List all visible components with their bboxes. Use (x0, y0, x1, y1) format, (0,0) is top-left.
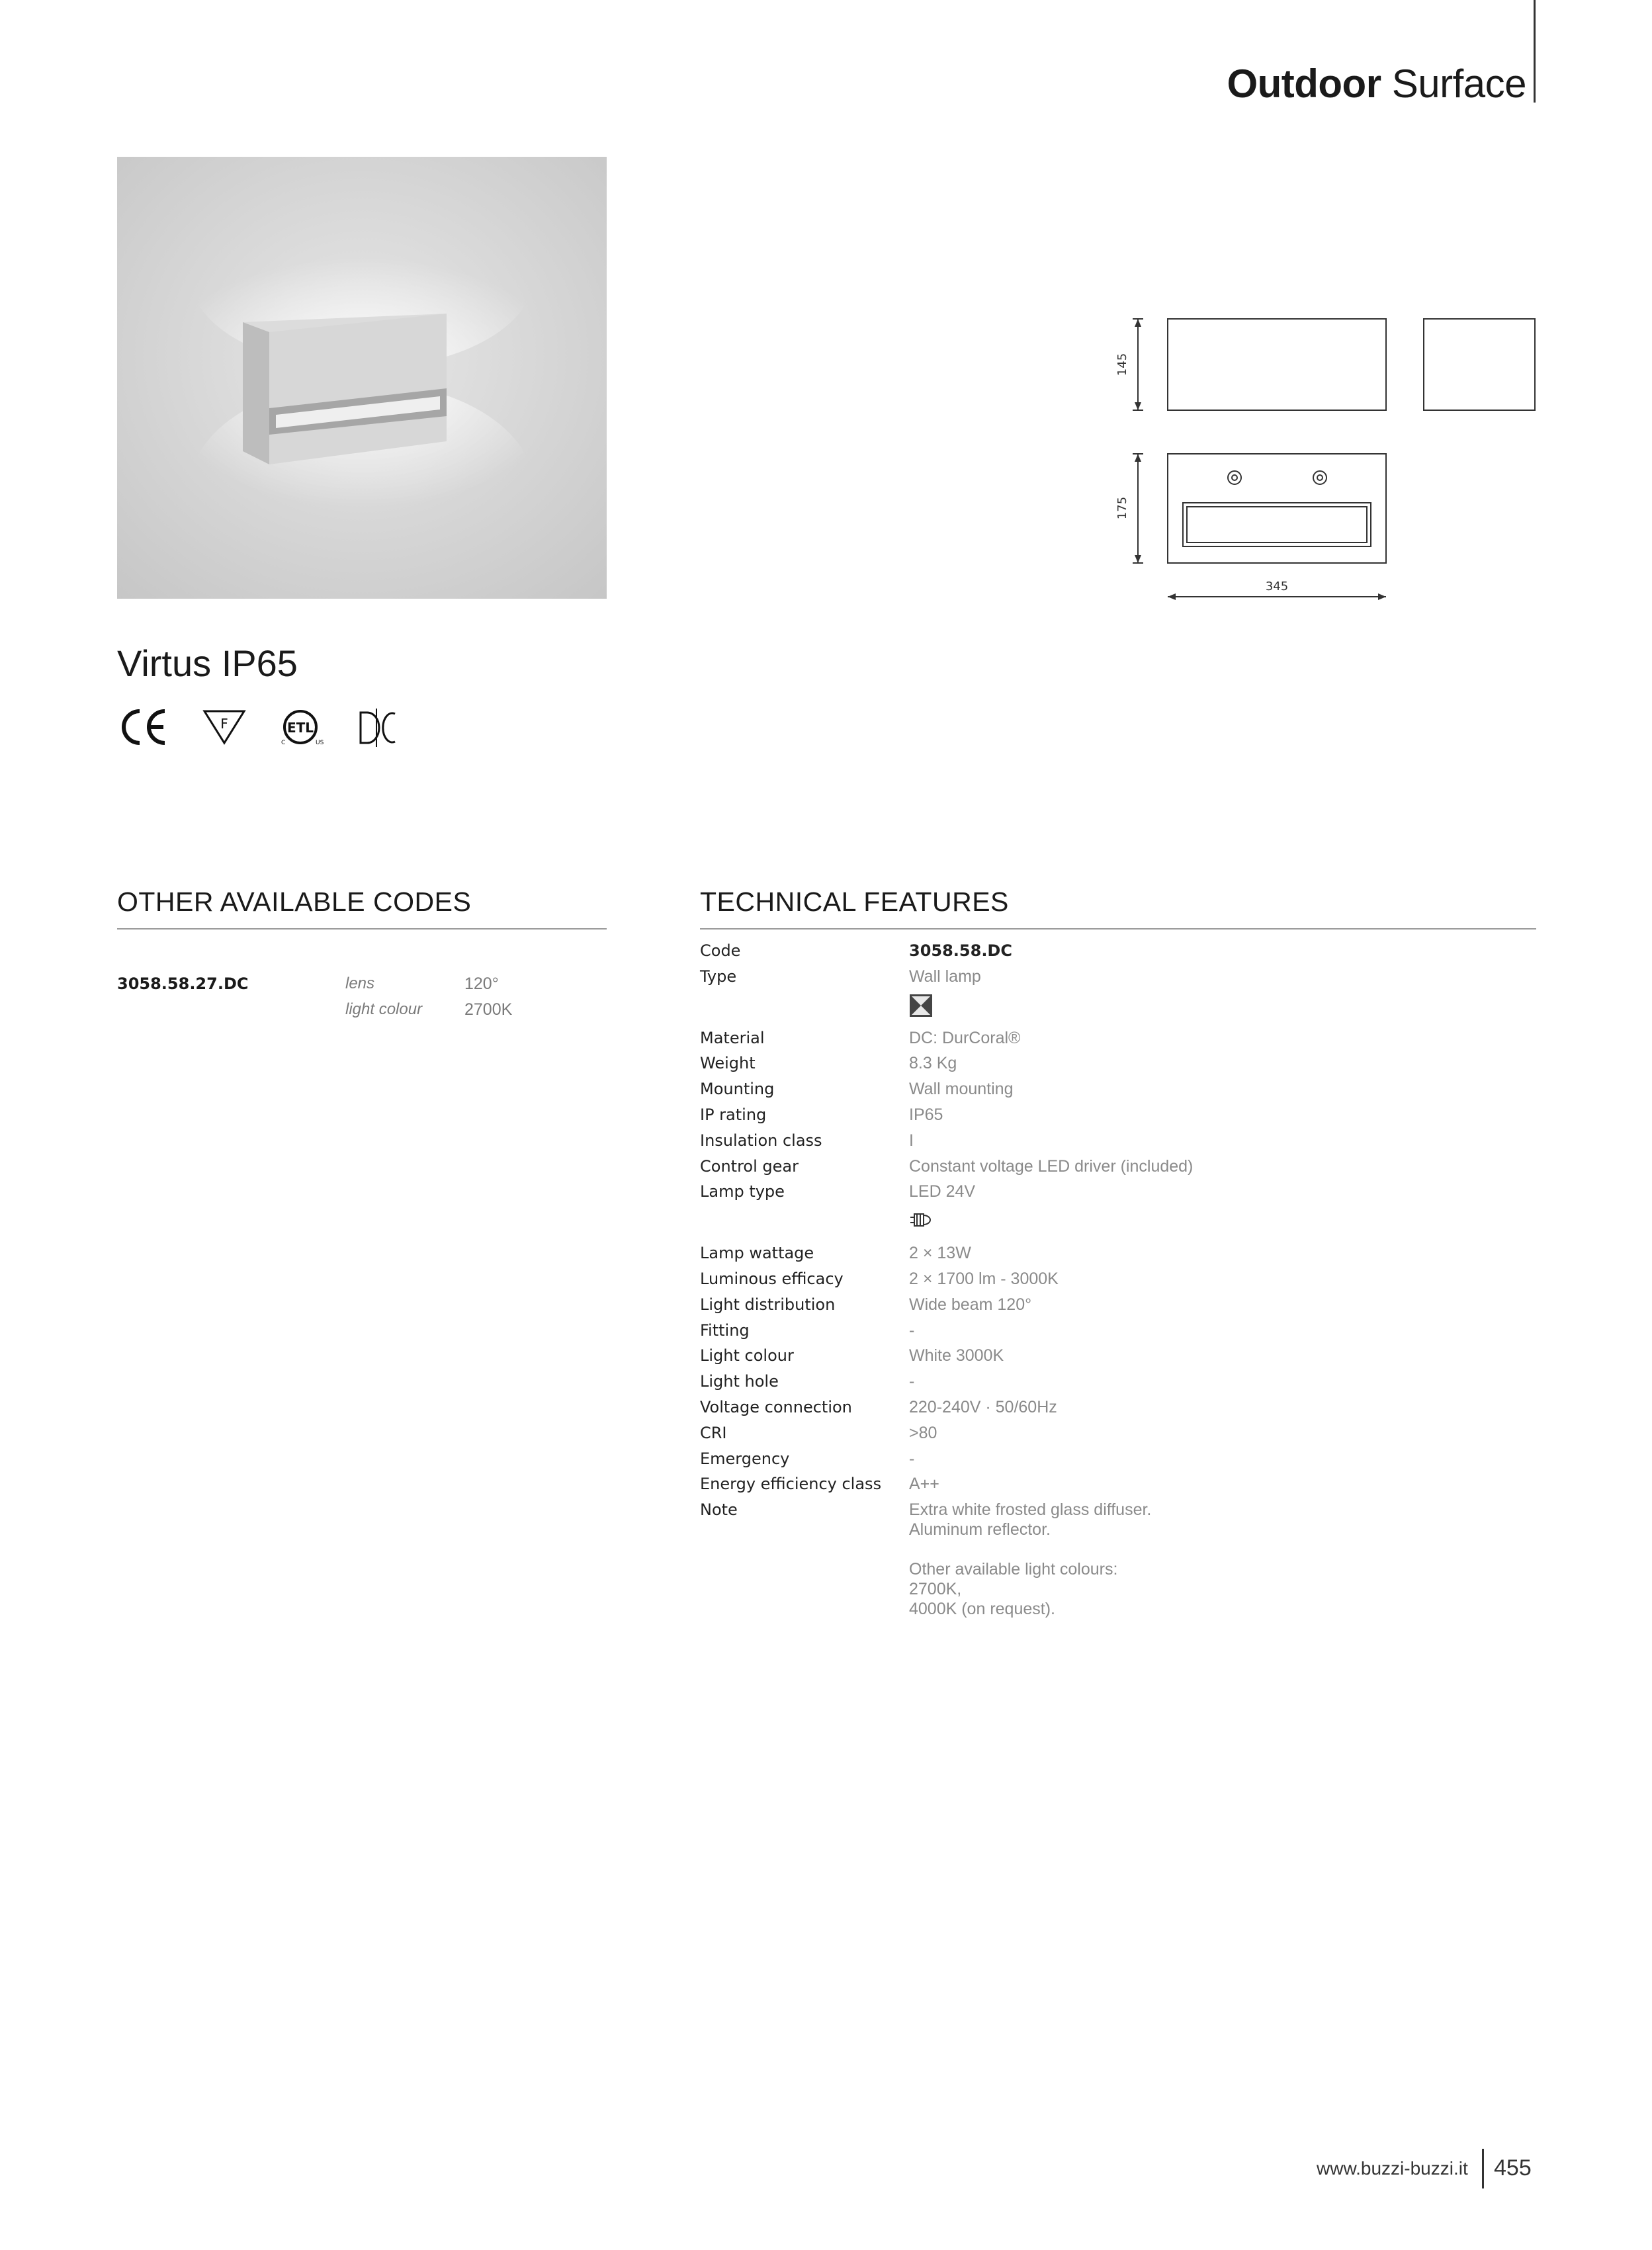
tech-value: - (909, 1449, 915, 1468)
tech-label: Insulation class (700, 1131, 822, 1150)
dim-175-label: 175 (1115, 496, 1129, 520)
other-codes-title: OTHER AVAILABLE CODES (117, 887, 472, 917)
tech-label: Light colour (700, 1346, 794, 1365)
technical-features-title: TECHNICAL FEATURES (700, 887, 1009, 917)
dc-mark-icon (361, 709, 395, 747)
tech-row-note (700, 1497, 1536, 1619)
footer-divider (1482, 2149, 1484, 2188)
svg-text:US: US (316, 740, 324, 746)
technical-features-table (700, 938, 1536, 1619)
tech-label: Energy efficiency class (700, 1475, 882, 1494)
tech-value: Wall lamp (909, 967, 981, 986)
svg-text:F: F (220, 716, 228, 732)
tech-row-mounting (700, 1076, 1536, 1102)
tech-row-lamp-wattage (700, 1240, 1536, 1266)
technical-features-divider (700, 928, 1536, 930)
tech-label: Note (700, 1500, 738, 1520)
tech-row-light-hole (700, 1369, 1536, 1395)
tech-label: Material (700, 1028, 765, 1047)
note-line: 4000K (on request). (909, 1600, 1055, 1619)
tech-label: Type (700, 967, 737, 986)
tech-row-lamp-type (700, 1179, 1536, 1205)
tech-label: Fitting (700, 1320, 750, 1340)
tech-label: Light distribution (700, 1295, 836, 1314)
other-codes-divider (117, 928, 607, 930)
tech-value: DC: DurCoral® (909, 1028, 1021, 1047)
tech-value: IP65 (909, 1105, 943, 1124)
svg-text:ETL: ETL (286, 720, 314, 736)
header-divider (1534, 0, 1536, 103)
tech-value: 3058.58.DC (909, 941, 1012, 960)
tech-label: Emergency (700, 1449, 790, 1468)
tech-row-voltage-connection (700, 1395, 1536, 1420)
other-code-colour-value: 2700K (464, 1000, 513, 1019)
tech-label: IP rating (700, 1105, 767, 1124)
other-code-lens-label: lens (345, 974, 375, 992)
tech-value: I (909, 1131, 914, 1150)
tech-label: Lamp wattage (700, 1244, 814, 1263)
tech-row-light-colour (700, 1343, 1536, 1369)
tech-label: Code (700, 941, 741, 960)
tech-value: 2 × 1700 lm - 3000K (909, 1269, 1059, 1288)
tech-row-ip-rating (700, 1102, 1536, 1128)
tech-label: Mounting (700, 1080, 775, 1099)
f-mark-icon (204, 711, 244, 743)
tech-value: - (909, 1372, 915, 1391)
note-line: Extra white frosted glass diffuser. (909, 1500, 1152, 1520)
tech-label: Luminous efficacy (700, 1269, 844, 1288)
led-module-icon (909, 1210, 935, 1230)
note-line: 2700K, (909, 1580, 962, 1599)
tech-value: A++ (909, 1475, 939, 1494)
technical-drawings (1085, 304, 1548, 609)
dim-145-label: 145 (1115, 353, 1129, 376)
page-number: 455 (1494, 2155, 1532, 2181)
tech-row-insulation-class (700, 1128, 1536, 1154)
tech-row-weight (700, 1051, 1536, 1076)
tech-row-light-distribution (700, 1292, 1536, 1318)
tech-row-material (700, 1025, 1536, 1051)
page-header-title (1227, 61, 1526, 107)
other-code-lens-value: 120° (464, 974, 499, 993)
tech-label: Lamp type (700, 1182, 785, 1201)
dimension-drawing (1085, 304, 1548, 609)
tech-label: Weight (700, 1054, 756, 1073)
tech-value: Wall mounting (909, 1080, 1014, 1099)
lamp-icon-row (700, 1205, 1536, 1240)
tech-label: Light hole (700, 1372, 779, 1391)
dim-345-label: 345 (1265, 580, 1289, 593)
header-title-light: Surface (1391, 62, 1526, 106)
tech-label: CRI (700, 1423, 727, 1442)
tech-value: LED 24V (909, 1182, 976, 1201)
footer-website-link[interactable]: www.buzzi-buzzi.it (1317, 2158, 1468, 2179)
other-code-colour-label: light colour (345, 1000, 423, 1018)
product-photo (117, 157, 607, 599)
ce-mark-icon (124, 711, 165, 743)
product-name: Virtus IP65 (117, 642, 298, 684)
note-line: Aluminum reflector. (909, 1520, 1051, 1539)
wall-up-down-light-icon (909, 994, 933, 1017)
tech-row-emergency (700, 1446, 1536, 1472)
svg-text:C: C (281, 740, 286, 746)
etl-mark-icon (281, 711, 324, 746)
tech-label: Control gear (700, 1156, 799, 1176)
tech-value: Wide beam 120° (909, 1295, 1032, 1314)
tech-label: Voltage connection (700, 1397, 852, 1416)
type-icon-row (700, 990, 1536, 1025)
tech-row-cri (700, 1420, 1536, 1446)
certification-marks (117, 705, 408, 751)
note-line: Other available light colours: (909, 1560, 1118, 1579)
tech-row-control-gear (700, 1154, 1536, 1180)
tech-row-type (700, 964, 1536, 990)
tech-value: - (909, 1320, 915, 1340)
product-photo-image (117, 157, 607, 599)
tech-value: 220-240V · 50/60Hz (909, 1397, 1057, 1416)
tech-value: 2 × 13W (909, 1244, 971, 1263)
tech-value: White 3000K (909, 1346, 1004, 1365)
header-title-bold: Outdoor (1227, 62, 1381, 106)
tech-row-code (700, 938, 1536, 964)
tech-note (909, 1497, 1536, 1619)
tech-row-luminous-efficacy (700, 1266, 1536, 1292)
tech-value: 8.3 Kg (909, 1054, 957, 1073)
other-code: 3058.58.27.DC (117, 974, 249, 993)
tech-value: >80 (909, 1423, 937, 1442)
tech-row-fitting (700, 1318, 1536, 1344)
tech-value: Constant voltage LED driver (included) (909, 1156, 1194, 1176)
tech-row-energy-class (700, 1471, 1536, 1497)
